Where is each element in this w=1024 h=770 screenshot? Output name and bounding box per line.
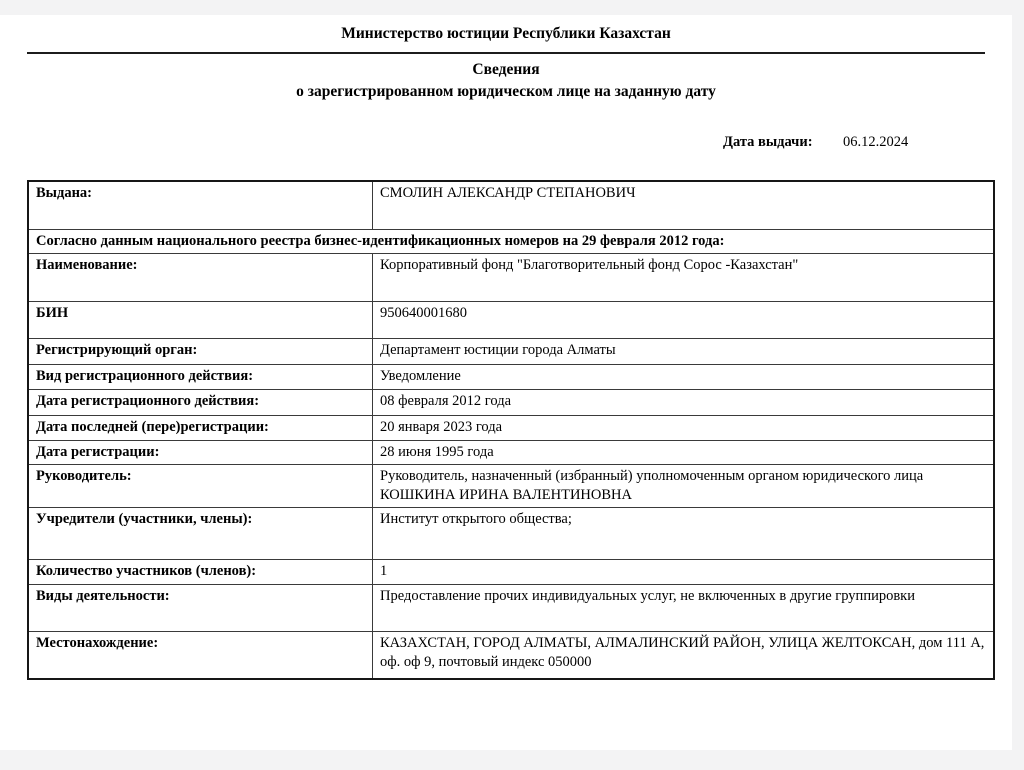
row-value: 28 июня 1995 года xyxy=(373,440,995,464)
row-label: Руководитель: xyxy=(28,464,373,507)
row-label: Виды деятельности: xyxy=(28,584,373,631)
header-divider xyxy=(27,52,985,54)
row-value: Предоставление прочих индивидуальных услуг, не включенных в другие группировки xyxy=(373,584,995,631)
row-label: Местонахождение: xyxy=(28,631,373,679)
table-row-issued-to xyxy=(28,181,994,229)
head-appointment-text: Руководитель, назначенный (избранный) уполномоченным органом юридического лица xyxy=(380,467,924,484)
issue-date-row xyxy=(0,134,1012,152)
row-value: Департамент юстиции города Алматы xyxy=(373,338,995,364)
table-row-name xyxy=(28,253,994,301)
row-label: Регистрирующий орган: xyxy=(28,338,373,364)
row-value: Уведомление xyxy=(373,364,995,389)
row-label: Дата регистрации: xyxy=(28,440,373,464)
row-value: 08 февраля 2012 года xyxy=(373,389,995,415)
entity-info-table xyxy=(27,180,995,680)
issue-date-label: Дата выдачи: xyxy=(723,134,813,150)
document-title xyxy=(0,59,1012,103)
issue-date-value: 06.12.2024 xyxy=(843,134,909,150)
table-row-registration-action-type xyxy=(28,364,994,389)
head-person-name: КОШКИНА ИРИНА ВАЛЕНТИНОВНА xyxy=(380,486,632,503)
table-row-registry-note xyxy=(28,229,994,253)
table-row-last-reregistration-date xyxy=(28,415,994,440)
ministry-title: Министерство юстиции Республики Казахстан xyxy=(341,25,671,42)
table-row-activities xyxy=(28,584,994,631)
row-value xyxy=(373,464,995,507)
table-row-head xyxy=(28,464,994,507)
row-label: Учредители (участники, члены): xyxy=(28,507,373,559)
table-row-registration-action-date xyxy=(28,389,994,415)
row-label: Наименование: xyxy=(28,253,373,301)
table-row-registration-date xyxy=(28,440,994,464)
table-row-location xyxy=(28,631,994,679)
table-row-registering-authority xyxy=(28,338,994,364)
row-label: Дата регистрационного действия: xyxy=(28,389,373,415)
document-sheet xyxy=(0,15,1012,750)
row-value: 950640001680 xyxy=(373,301,995,338)
row-value: 1 xyxy=(373,559,995,584)
row-label: Количество участников (членов): xyxy=(28,559,373,584)
registry-note: Согласно данным национального реестра бизнес-идентификационных номеров на 29 февраля 2012 года: xyxy=(28,229,994,253)
document-title-line1: Сведения xyxy=(472,61,540,78)
row-value: 20 января 2023 года xyxy=(373,415,995,440)
table-row-participants-count xyxy=(28,559,994,584)
table-row-bin xyxy=(28,301,994,338)
row-label: Дата последней (пере)регистрации: xyxy=(28,415,373,440)
row-label: Вид регистрационного действия: xyxy=(28,364,373,389)
document-title-line2: о зарегистрированном юридическом лице на заданную дату xyxy=(296,83,716,100)
row-value: Корпоративный фонд "Благотворительный фонд Сорос -Казахстан" xyxy=(373,253,995,301)
founders-value: Институт открытого общества; xyxy=(373,507,995,559)
row-label: Выдана: xyxy=(28,181,373,229)
row-value: СМОЛИН АЛЕКСАНДР СТЕПАНОВИЧ xyxy=(373,181,995,229)
table-row-founders xyxy=(28,507,994,559)
row-label: БИН xyxy=(28,301,373,338)
row-value: КАЗАХСТАН, ГОРОД АЛМАТЫ, АЛМАЛИНСКИЙ РАЙОН, УЛИЦА ЖЕЛТОКСАН, дом 111 А, оф. оф 9, почтовый индекс 050000 xyxy=(373,631,995,679)
